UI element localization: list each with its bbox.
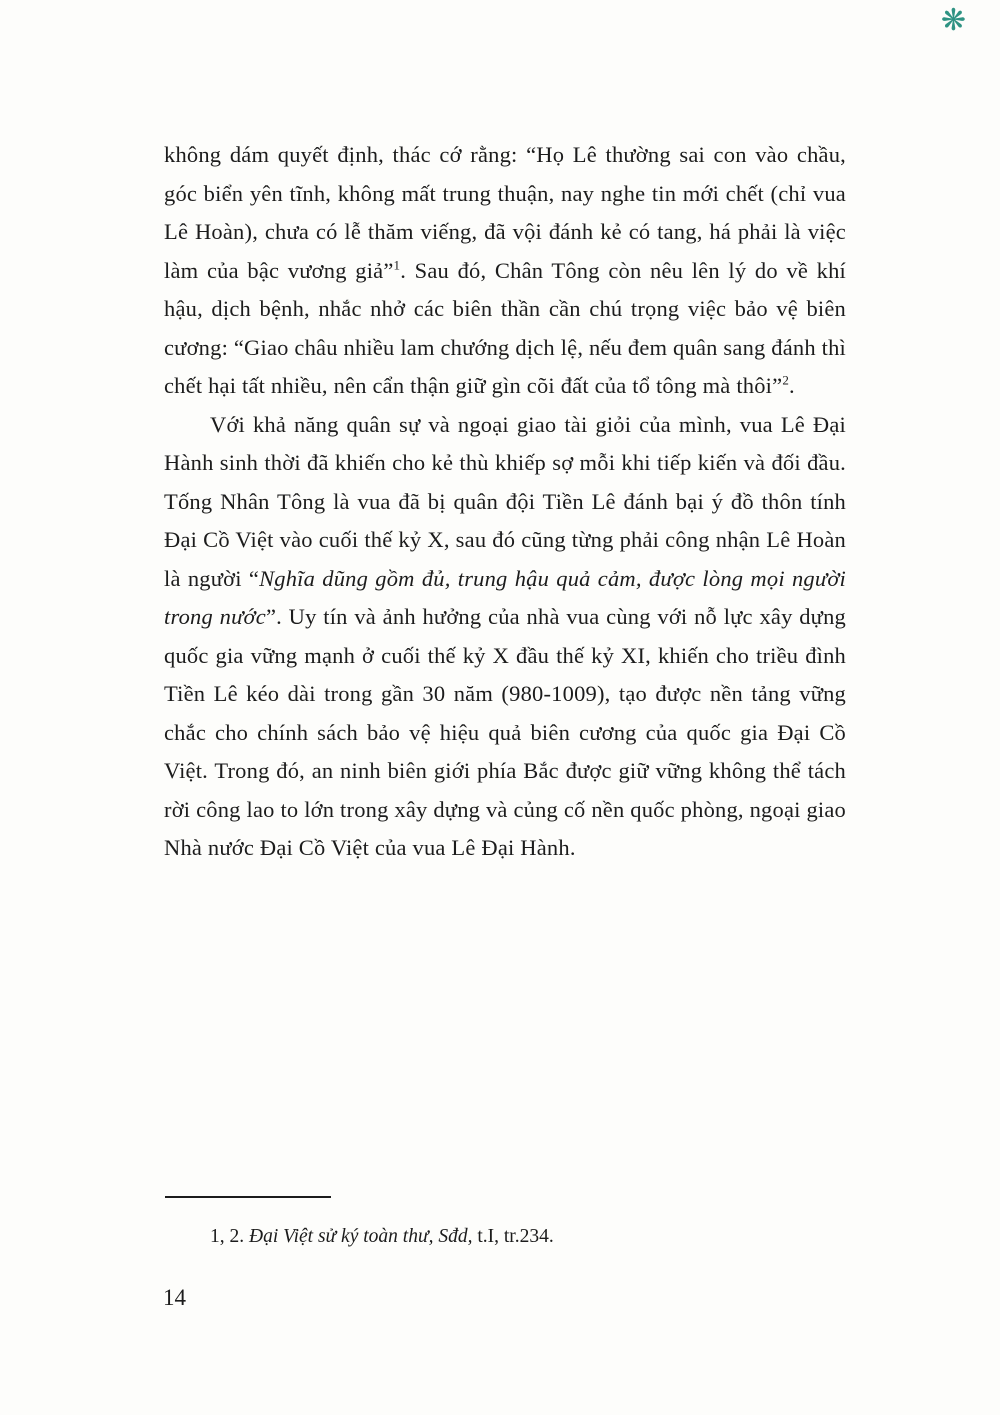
paragraph xyxy=(164,406,846,868)
text-segment: Với khả năng quân sự và ngoại giao tài giỏi của mình, vua Lê Đại Hành sinh thời đã khiến cho kẻ thù khiếp sợ mỗi khi tiếp kiến và đối đầu. Tống Nhân Tông là vua đã bị quân đội Tiền Lê đánh bại ý đồ thôn tính Đại Cồ Việt vào cuối thế kỷ X, sau đó cũng từng phải công nhận Lê Hoàn là người “ xyxy=(164,411,846,591)
text-segment: Nghĩa dũng gồm đủ, trung hậu quả cảm, được lòng mọi người trong nước xyxy=(164,565,847,629)
text-segment: ”. Uy tín và ảnh hưởng của nhà vua cùng với nỗ lực xây dựng quốc gia vững mạnh ở cuối thế kỷ X đầu thế kỷ XI, khiến cho triều đình Tiền Lê kéo dài trong gần 30 năm (980-1009), tạo được nền tảng vững chắc cho chính sách bảo vệ hiệu quả biên cương của quốc gia Đại Cồ Việt. Trong đó, an ninh biên giới phía Bắc được giữ vững không thể tách rời công lao to lớn trong xây dựng và củng cố nền quốc phòng, ngoại giao Nhà nước Đại Cồ Việt của vua Lê Đại Hành. xyxy=(164,604,846,860)
paragraph xyxy=(164,136,846,406)
footnote-marker: 1 xyxy=(393,257,401,272)
flower-ornament-icon: ❋ xyxy=(940,3,966,38)
page-number: 14 xyxy=(163,1285,186,1310)
text-segment: 1, 2. xyxy=(210,1226,249,1247)
footnote-marker: 2 xyxy=(782,372,790,388)
body-text xyxy=(164,136,846,868)
text-segment: . xyxy=(789,373,795,398)
text-segment: Đại Việt sử ký toàn thư, Sđd, xyxy=(249,1226,473,1247)
footnote-separator xyxy=(165,1196,331,1198)
text-segment: không dám quyết định, thác cớ rằng: “Họ Lê thường sai con vào chầu, góc biển yên tĩnh, không mất trung thuận, nay nghe tin mới chết (chỉ vua Lê Hoàn), chưa có lễ thăm viếng, đã vội đánh kẻ có tang, há phải là việc làm của bậc vương giả” xyxy=(164,142,846,283)
footnote xyxy=(210,1222,850,1252)
text-segment: t.I, tr.234. xyxy=(472,1226,554,1247)
text-segment: . Sau đó, Chân Tông còn nêu lên lý do về khí hậu, dịch bệnh, nhắc nhở các biên thần cần chú trọng việc bảo vệ biên cương: “Giao châu nhiều lam chướng dịch lệ, nếu đem quân sang đánh thì chết hại tất nhiều, nên cẩn thận giữ gìn cõi đất của tổ tông mà thôi” xyxy=(164,257,847,398)
